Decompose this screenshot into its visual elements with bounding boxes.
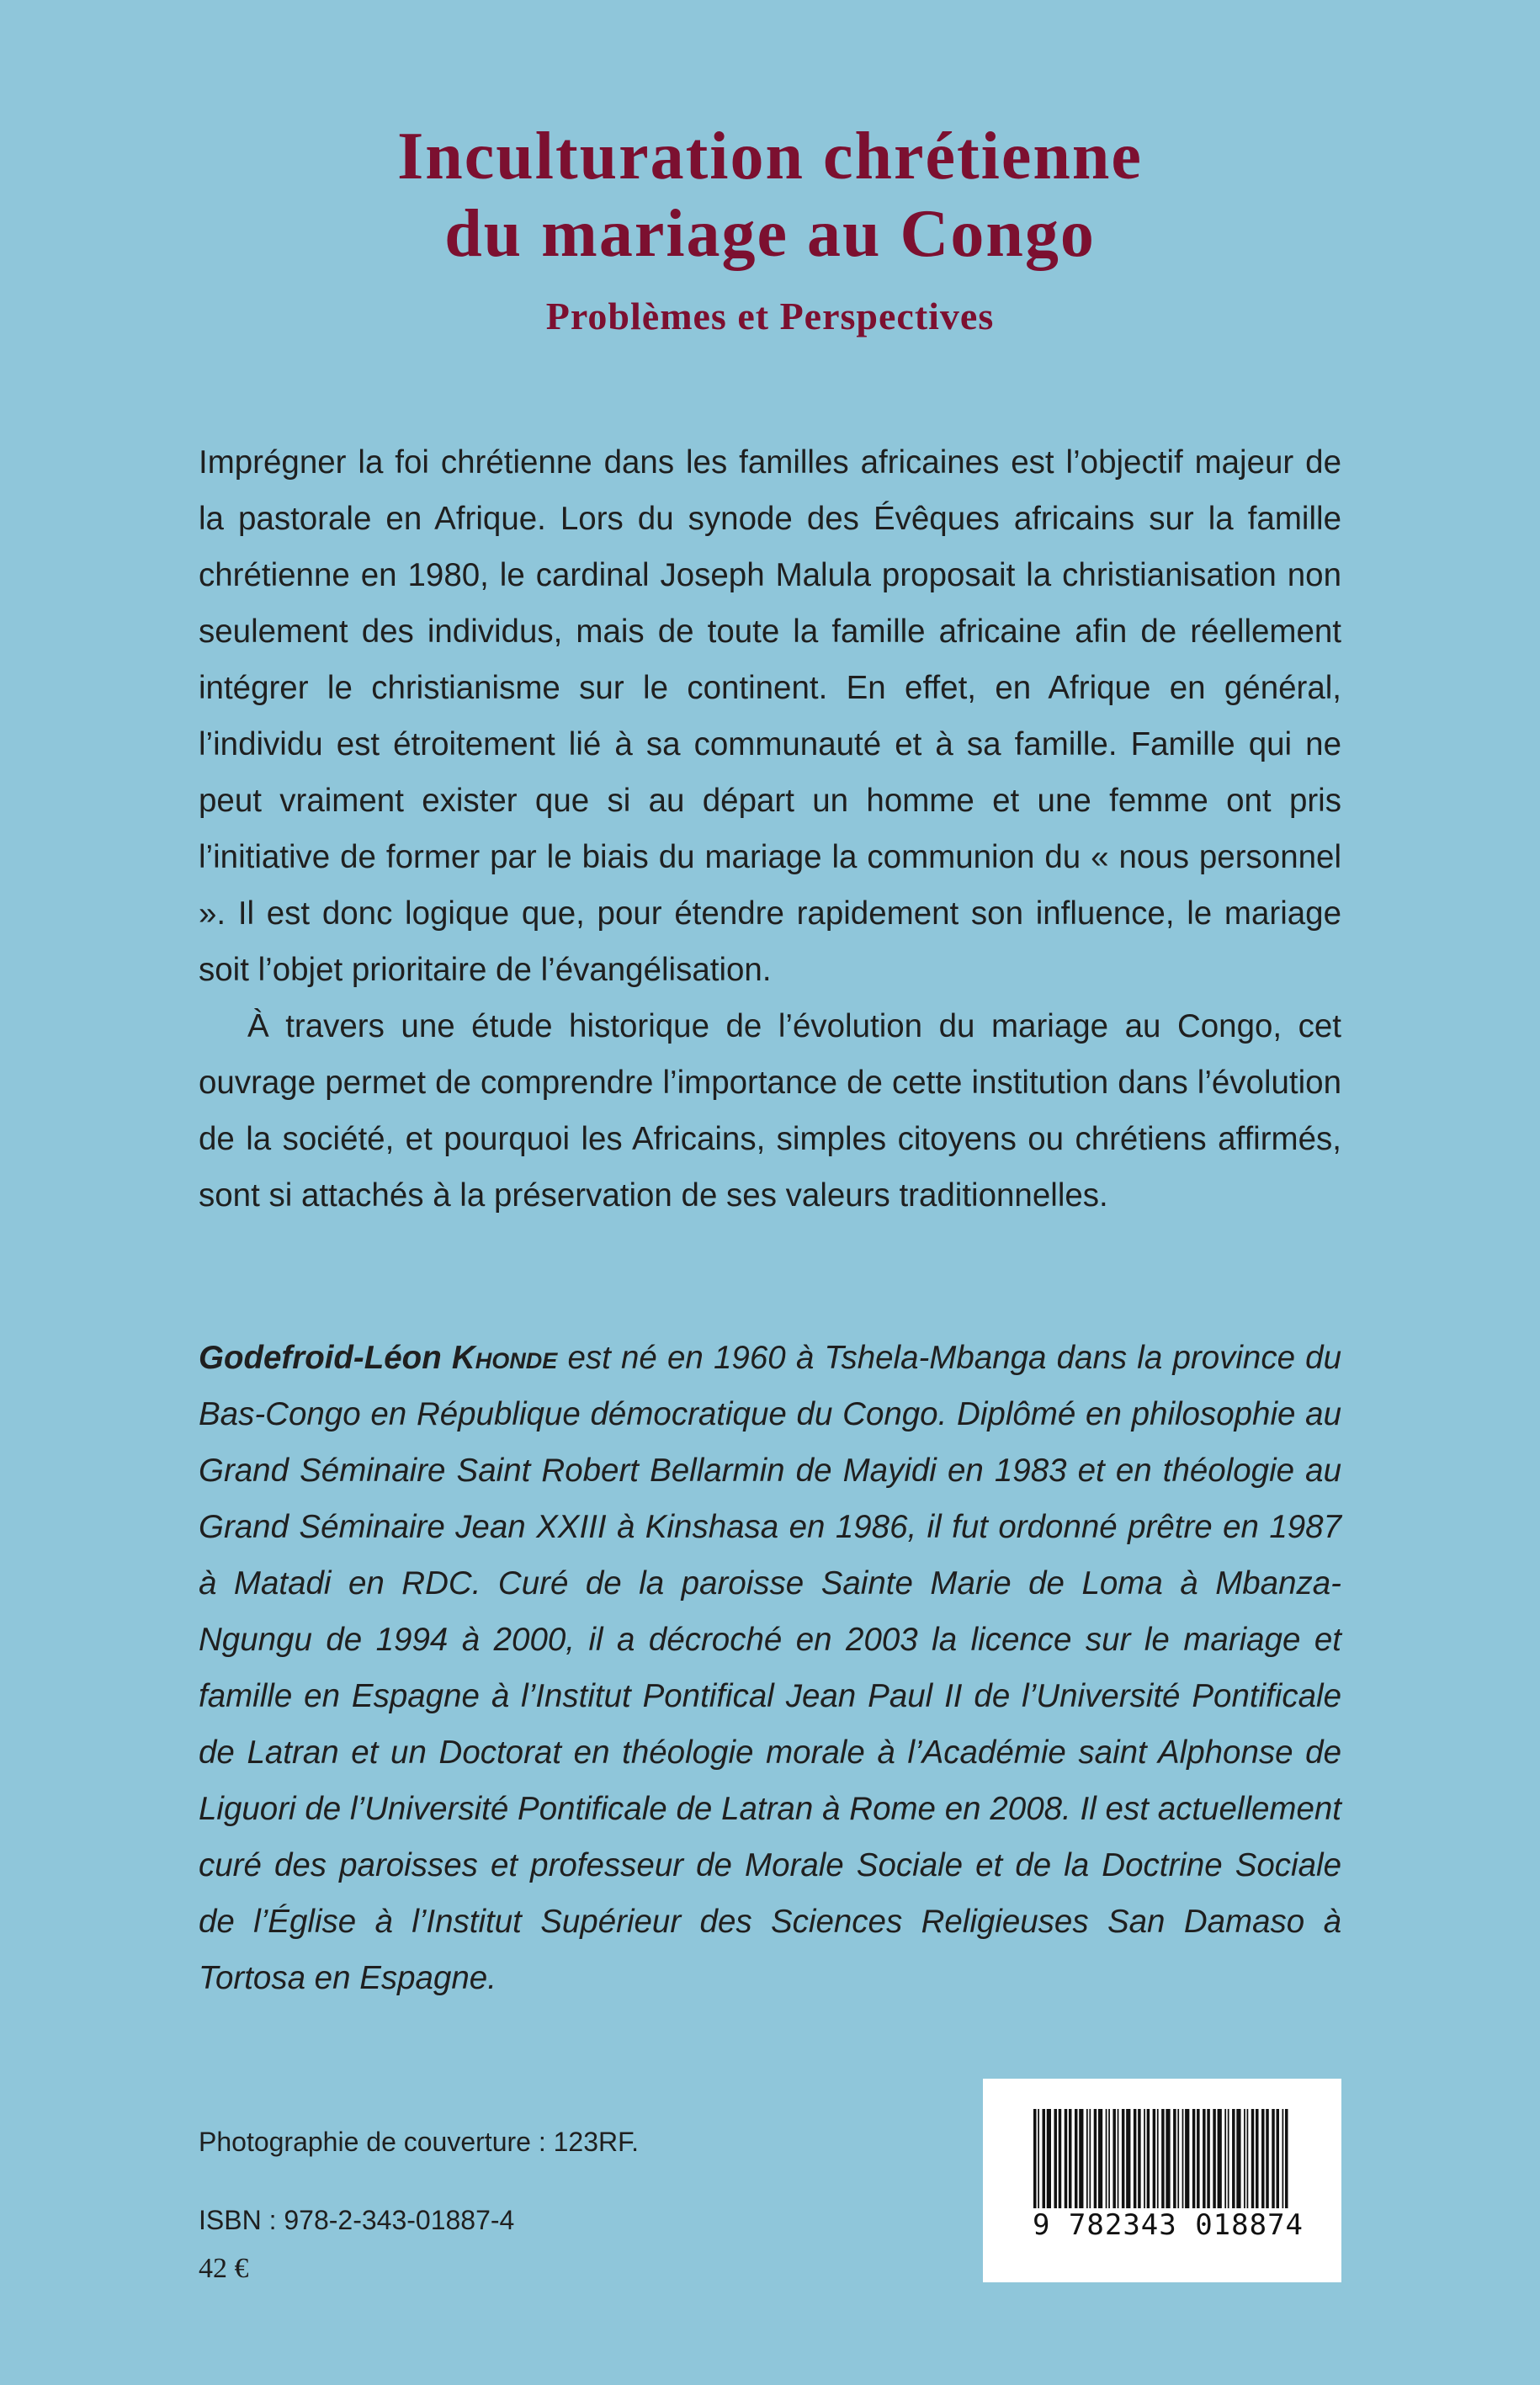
barcode-bar [1173,2109,1176,2208]
barcode-bar [1138,2109,1141,2208]
barcode-bar [1177,2109,1179,2208]
barcode-bar [1166,2109,1170,2208]
barcode-bar [1108,2109,1110,2208]
barcode-bar [1086,2109,1088,2208]
author-first-name: Godefroid-Léon [199,1340,442,1376]
barcode-bar [1192,2109,1196,2208]
barcode-bar [1122,2109,1125,2208]
barcode-bar [1232,2109,1235,2208]
barcode-bars [1033,2109,1291,2208]
cover-title [0,118,1540,340]
book-blurb [199,434,1341,1224]
barcode-bar [1059,2109,1062,2208]
barcode-bar [1203,2109,1206,2208]
isbn-label: ISBN : 978-2-343-01887-4 [199,2205,515,2235]
barcode-bar [1134,2109,1137,2208]
price-label: 42 € [199,2253,249,2284]
barcode-bar [1047,2109,1051,2208]
barcode [983,2079,1341,2282]
subtitle: Problèmes et Perspectives [545,295,995,337]
author-last-name: Khonde [451,1340,558,1376]
barcode-bar [1157,2109,1159,2208]
barcode-bar [1236,2109,1240,2208]
barcode-bar [1106,2109,1107,2208]
photo-credit: Photographie de couverture : 123RF. [199,2127,639,2157]
barcode-bar [1153,2109,1156,2208]
barcode-bar [1054,2109,1057,2208]
barcode-bar [1197,2109,1200,2208]
barcode-bar [1089,2109,1091,2208]
barcode-bar [1094,2109,1097,2208]
barcode-bar [1098,2109,1102,2208]
barcode-bar [1228,2109,1229,2208]
barcode-bar [1285,2109,1288,2208]
barcode-bar [1113,2109,1116,2208]
barcode-bar [1251,2109,1255,2208]
title-line-1: Inculturation chrétienne [397,120,1143,194]
barcode-bar [1247,2109,1249,2208]
author-bio [199,1330,1341,2006]
blurb-paragraph-2: À travers une étude historique de l’évolution du mariage au Congo, cet ouvrage permet de comprendre l’importance de cette institution dans l’évolution de la société, et pourquoi les Africains, simples citoyens ou chrétiens affirmés, sont si attachés à la préservation de ses valeurs traditionnelles. [199,1008,1341,1214]
barcode-bar [1244,2109,1245,2208]
barcode-bar [1075,2109,1078,2208]
barcode-digits: 9 782343 018874 [1032,2208,1304,2242]
barcode-bar [1282,2109,1284,2208]
barcode-bar [1033,2109,1037,2208]
author-bio-text: est né en 1960 à Tshela-Mbanga dans la province du Bas-Congo en République démocratique du Congo. Diplômé en philosophie au Grand Séminaire Saint Robert Bellarmin de Mayidi en 1983 et en théologie au Grand Séminaire Jean XXIII à Kinshasa en 1986, il fut ordonné prêtre en 1987 à Matadi en RDC. Curé de la paroisse Sainte Marie de Loma à Mbanza-Ngungu de 1994 à 2000, il a décroché en 2003 la licence sur le mariage et famille en Espagne à l’Institut Pontifical Jean Paul II de l’Université Pontificale de Latran et un Doctorat en théologie morale à l’Académie saint Alphonse de Liguori de l’Université Pontificale de Latran à Rome en 2008. Il est actuellement curé des paroisses et professeur de Morale Sociale et de la Doctrine Sociale de l’Église à l’Institut Supérieur des Sciences Religieuses San Damaso à Tortosa en Espagne. [199,1340,1342,1996]
barcode-bar [1147,2109,1150,2208]
barcode-bar [1213,2109,1216,2208]
barcode-bar [1182,2109,1184,2208]
barcode-bar [1161,2109,1165,2208]
barcode-bar [1256,2109,1259,2208]
barcode-bar [1224,2109,1226,2208]
barcode-bar [1185,2109,1189,2208]
barcode-bar [1065,2109,1068,2208]
barcode-bar [1218,2109,1222,2208]
barcode-bar [1079,2109,1083,2208]
barcode-bar [1272,2109,1275,2208]
barcode-bar [1042,2109,1045,2208]
barcode-bar [1207,2109,1210,2208]
barcode-bar [1144,2109,1145,2208]
barcode-bar [1038,2109,1039,2208]
barcode-bar [1261,2109,1265,2208]
barcode-bar [1266,2109,1269,2208]
title-line-2: du mariage au Congo [444,197,1096,271]
blurb-paragraph-1: Imprégner la foi chrétienne dans les familles africaines est l’objectif majeur de la pastorale en Afrique. Lors du synode des Évêques africains sur la famille chrétienne en 1980, le cardinal Joseph Malula proposait la christianisation non seulement des individus, mais de toute la famille africaine afin de réellement intégrer le christianisme sur le continent. En effet, en Afrique en général, l’individu est étroitement lié à sa communauté et à sa famille. Famille qui ne peut vraiment exister que si au départ un homme et une femme ont pris l’initiative de former par le biais du mariage la communion du « nous personnel ». Il est donc logique que, pour étendre rapidement son influence, le mariage soit l’objet prioritaire de l’évangélisation. [199,444,1341,988]
barcode-bar [1126,2109,1130,2208]
barcode-bar [1118,2109,1119,2208]
barcode-bar [1277,2109,1280,2208]
barcode-bar [1069,2109,1072,2208]
